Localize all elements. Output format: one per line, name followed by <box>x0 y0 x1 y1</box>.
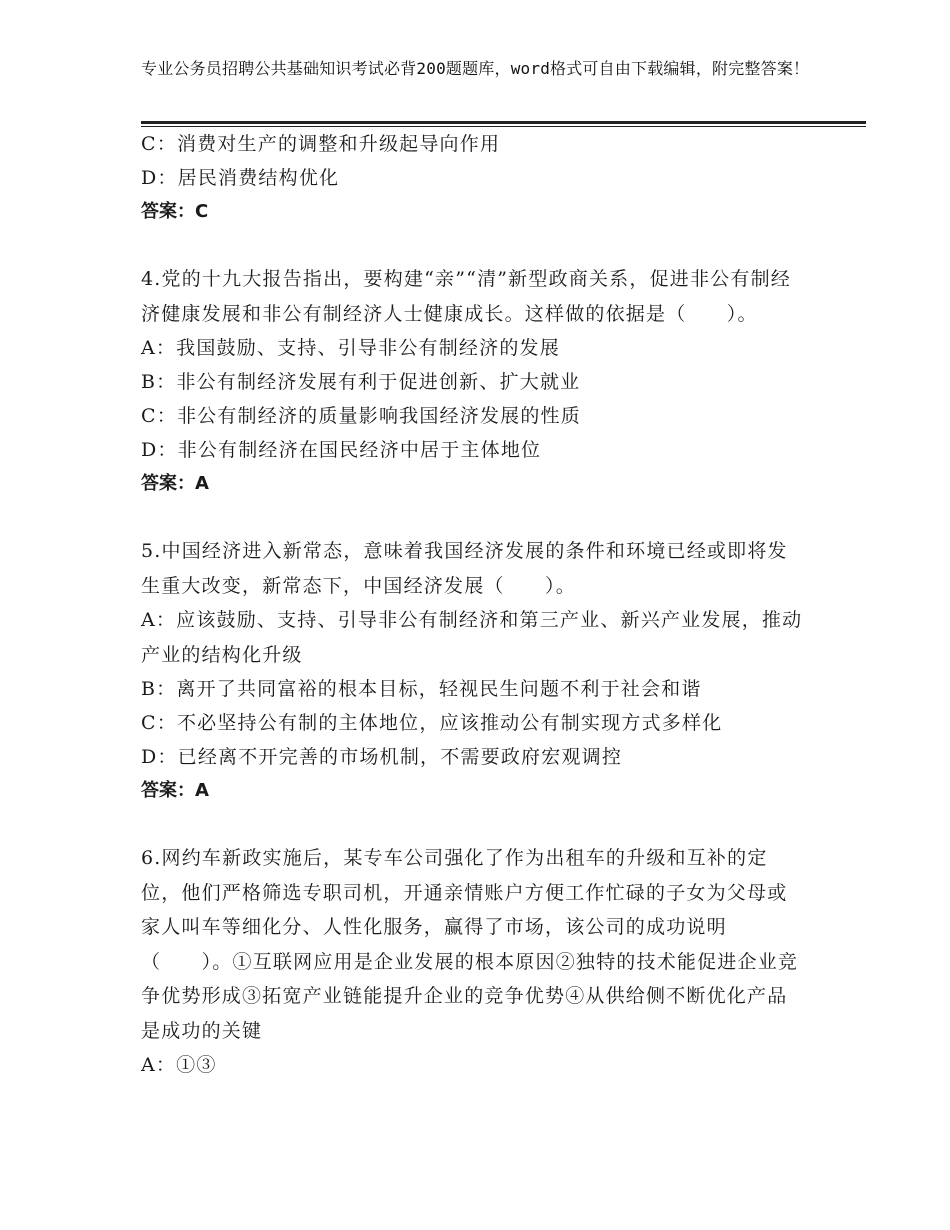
document-body <box>141 127 811 1082</box>
option-c: C：非公有制经济的质量影响我国经济发展的性质 <box>141 405 581 427</box>
question-text: 4.党的十九大报告指出，要构建“亲”“清”新型政商关系，促进非公有制经济健康发展和非公有制经济人士健康成长。这样做的依据是（ ）。 <box>141 268 791 325</box>
header-rule-thick <box>141 121 866 124</box>
question-block <box>141 262 811 501</box>
spacer <box>141 229 811 262</box>
option-d: D：非公有制经济在国民经济中居于主体地位 <box>141 439 542 461</box>
answer-line: 答案：C <box>141 201 209 222</box>
spacer <box>141 501 811 534</box>
question-block <box>141 534 811 808</box>
option-c: C：不必坚持公有制的主体地位，应该推动公有制实现方式多样化 <box>141 712 723 734</box>
question-block <box>141 127 811 229</box>
question-text: 5.中国经济进入新常态，意味着我国经济发展的条件和环境已经或即将发生重大改变，新常态下，中国经济发展（ ）。 <box>141 540 788 597</box>
question-block <box>141 841 811 1082</box>
answer-line: 答案：A <box>141 473 209 494</box>
option-a: A：我国鼓励、支持、引导非公有制经济的发展 <box>141 337 560 359</box>
option-a: A：①③ <box>141 1054 217 1076</box>
option-d: D：已经离不开完善的市场机制，不需要政府宏观调控 <box>141 746 623 768</box>
question-text: 6.网约车新政实施后，某专车公司强化了作为出租车的升级和互补的定位，他们严格筛选专职司机，开通亲情账户方便工作忙碌的子女为父母或家人叫车等细化分、人性化服务，赢得了市场，该公司的成功说明（ ）。①互联网应用是企业发展的根本原因②独特的技术能促进企业竞争优势形成③拓宽产业链能提升企业的竞争优势④从供给侧不断优化产品是成功的关键 <box>141 847 799 1042</box>
answer-line: 答案：A <box>141 780 209 801</box>
option-c: C：消费对生产的调整和升级起导向作用 <box>141 133 501 155</box>
option-d: D：居民消费结构优化 <box>141 167 340 189</box>
page-header: 专业公务员招聘公共基础知识考试必背200题题库，word格式可自由下载编辑，附完整答案！ <box>141 59 810 78</box>
option-a: A：应该鼓励、支持、引导非公有制经济和第三产业、新兴产业发展，推动产业的结构化升级 <box>141 609 803 666</box>
option-b: B：非公有制经济发展有利于促进创新、扩大就业 <box>141 371 581 393</box>
spacer <box>141 808 811 841</box>
option-b: B：离开了共同富裕的根本目标，轻视民生问题不利于社会和谐 <box>141 678 702 700</box>
